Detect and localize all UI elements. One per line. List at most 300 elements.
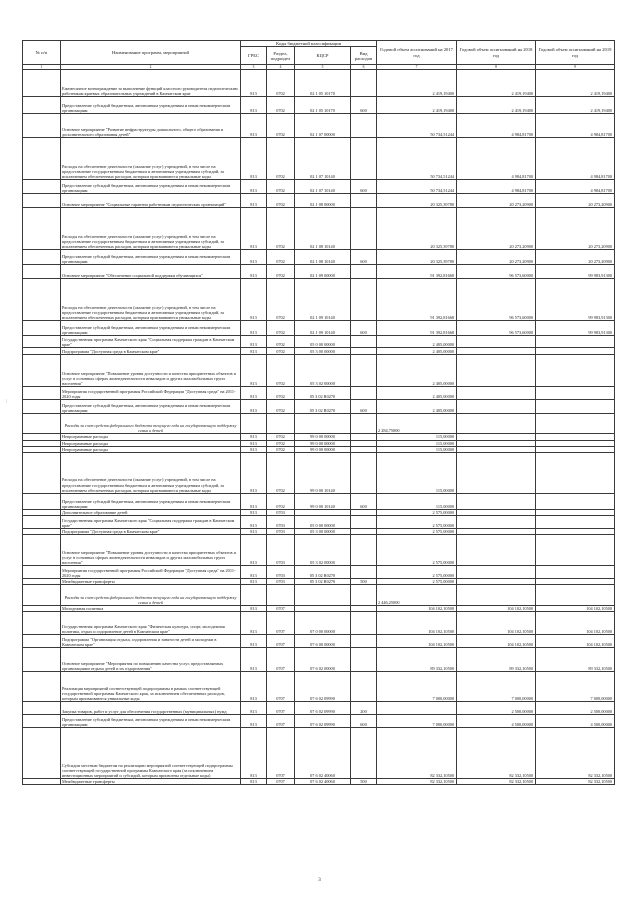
row-grbs: 813 bbox=[241, 70, 267, 97]
row-razdel: 0702 bbox=[267, 446, 295, 452]
row-amount-2018: 82 332,10500 bbox=[457, 728, 536, 779]
row-razdel: 0703 bbox=[267, 565, 295, 578]
row-number bbox=[23, 648, 61, 672]
row-number bbox=[23, 97, 61, 114]
row-amount-2018: 4 500,00000 bbox=[457, 715, 536, 728]
row-vid: 600 bbox=[351, 400, 377, 414]
row-number bbox=[23, 715, 61, 728]
row-grbs: 813 bbox=[241, 578, 267, 584]
row-amount-2019 bbox=[536, 348, 615, 355]
row-amount-2018 bbox=[457, 452, 536, 493]
table-note-row bbox=[23, 414, 615, 434]
row-amount-2019: 99 983,91300 bbox=[536, 265, 615, 279]
row-grbs: 813 bbox=[241, 138, 267, 180]
row-name: Подпрограмма "Доступная среда в Камчатском крае" bbox=[61, 528, 241, 534]
row-amount-2019: 2 419,19400 bbox=[536, 97, 615, 114]
row-amount-2019: 99 983,91300 bbox=[536, 321, 615, 336]
row-razdel: 0707 bbox=[267, 612, 295, 635]
row-number bbox=[23, 534, 61, 565]
row-vid bbox=[351, 635, 377, 648]
row-grbs: 813 bbox=[241, 635, 267, 648]
row-amount-2017: 2 419,19400 bbox=[377, 70, 457, 97]
row-amount-2017: 7 000,00000 bbox=[377, 715, 457, 728]
row-vid bbox=[351, 194, 377, 208]
row-ksr: 07 6 02 09990 bbox=[295, 672, 351, 702]
row-name: Основное мероприятие "Обеспечение социальной поддержки обучающихся" bbox=[61, 265, 241, 279]
row-name: Молодежная политика bbox=[61, 605, 241, 611]
row-name: Межбюджетные трансферты bbox=[61, 578, 241, 584]
row-grbs: 813 bbox=[241, 509, 267, 515]
row-amount-2017: 50 734,51244 bbox=[377, 138, 457, 180]
header-num: № п/п bbox=[23, 41, 61, 65]
row-amount-2019: 104 102,10500 bbox=[536, 605, 615, 611]
row-number bbox=[23, 584, 61, 605]
row-number bbox=[23, 194, 61, 208]
row-name: Предоставление субсидий бюджетным, автономным учреждениям и иным некоммерческим организациям bbox=[61, 180, 241, 194]
row-amount-2018: 2 500,00000 bbox=[457, 702, 536, 715]
row-name: Предоставление субсидий бюджетным, автономным учреждениям и иным некоммерческим организациям bbox=[61, 321, 241, 336]
row-amount-2017: 2 575,00000 bbox=[377, 528, 457, 534]
row-razdel: 0707 bbox=[267, 715, 295, 728]
row-amount-2018: 104 102,10500 bbox=[457, 605, 536, 611]
row-razdel: 0703 bbox=[267, 509, 295, 515]
header-vid: Вид расходов bbox=[351, 47, 377, 65]
row-grbs: 813 bbox=[241, 194, 267, 208]
row-grbs: 813 bbox=[241, 534, 267, 565]
row-razdel: 0702 bbox=[267, 434, 295, 440]
column-number: 6 bbox=[351, 65, 377, 70]
header-codes-group: Коды бюджетной классификации bbox=[241, 41, 377, 47]
row-amount-2019 bbox=[536, 400, 615, 414]
row-amount-2017: 2 405,00000 bbox=[377, 336, 457, 348]
row-amount-2017: 2 446,25000 bbox=[377, 584, 457, 605]
row-grbs: 813 bbox=[241, 446, 267, 452]
row-name: Реализация мероприятий соответствующей подпрограммы в рамках соответствующей государственной программы Камчатского края, за исключением обеспеченных расходов, которым присваиваются уникальные коды bbox=[61, 672, 241, 702]
row-amount-2017 bbox=[377, 702, 457, 715]
row-amount-2018 bbox=[457, 336, 536, 348]
row-razdel: 0707 bbox=[267, 672, 295, 702]
row-grbs: 813 bbox=[241, 440, 267, 446]
row-number bbox=[23, 387, 61, 400]
row-vid bbox=[351, 565, 377, 578]
row-name: Основное мероприятие "Социальные гарантии работникам педагогических организаций" bbox=[61, 194, 241, 208]
row-number bbox=[23, 400, 61, 414]
row-amount-2017: 115,00000 bbox=[377, 452, 457, 493]
row-number bbox=[23, 348, 61, 355]
row-vid bbox=[351, 138, 377, 180]
table-row bbox=[23, 648, 615, 672]
row-grbs: 813 bbox=[241, 208, 267, 250]
table-row bbox=[23, 493, 615, 509]
row-amount-2017: 50 734,51244 bbox=[377, 114, 457, 138]
row-amount-2018: 104 102,10500 bbox=[457, 612, 536, 635]
row-razdel: 0702 bbox=[267, 279, 295, 321]
row-amount-2017: 2 405,00000 bbox=[377, 348, 457, 355]
row-number bbox=[23, 250, 61, 265]
table-row bbox=[23, 180, 615, 194]
row-name: Основное мероприятие "Повышение уровня доступности и качества приоритетных объектов и услуг в основных сферах жизнедеятельности инвалидов и других маломобильных групп населения" bbox=[61, 355, 241, 387]
row-razdel: 0702 bbox=[267, 452, 295, 493]
row-vid: 600 bbox=[351, 321, 377, 336]
row-ksr: 02 1 09 10140 bbox=[295, 279, 351, 321]
row-razdel: 0702 bbox=[267, 265, 295, 279]
row-razdel: 0702 bbox=[267, 97, 295, 114]
row-grbs: 813 bbox=[241, 452, 267, 493]
column-number: 8 bbox=[457, 65, 536, 70]
row-number bbox=[23, 635, 61, 648]
row-amount-2019: 99 983,91300 bbox=[536, 279, 615, 321]
row-amount-2018 bbox=[457, 493, 536, 509]
row-grbs: 813 bbox=[241, 336, 267, 348]
table-row bbox=[23, 515, 615, 528]
row-ksr bbox=[295, 414, 351, 434]
row-number bbox=[23, 493, 61, 509]
row-amount-2017: 115,00000 bbox=[377, 434, 457, 440]
row-amount-2017: 20 325,39780 bbox=[377, 208, 457, 250]
row-grbs bbox=[241, 414, 267, 434]
table-row bbox=[23, 336, 615, 348]
row-ksr: 02 1 05 10170 bbox=[295, 70, 351, 97]
header-grbs: ГРБС bbox=[241, 47, 267, 65]
row-vid bbox=[351, 336, 377, 348]
page-number: 3 bbox=[318, 878, 321, 883]
row-ksr: 99 0 00 00000 bbox=[295, 440, 351, 446]
row-vid: 500 bbox=[351, 578, 377, 584]
row-razdel: 0707 bbox=[267, 779, 295, 785]
row-number bbox=[23, 414, 61, 434]
row-amount-2018: 7 000,00000 bbox=[457, 672, 536, 702]
row-name: Подпрограмма "Доступная среда в Камчатском крае" bbox=[61, 348, 241, 355]
row-amount-2019: 20 273,20900 bbox=[536, 250, 615, 265]
row-name: Расходы на обеспечение деятельности (оказание услуг) учреждений, в том числе на предоставление государственным бюджетным и автономным учреждениям субсидий, за исключением обеспеченных расходов, которым присваиваются уникальные коды bbox=[61, 138, 241, 180]
row-amount-2017: 115,00000 bbox=[377, 493, 457, 509]
row-amount-2017: 20 325,39780 bbox=[377, 250, 457, 265]
row-amount-2018: 96 573,60000 bbox=[457, 265, 536, 279]
row-ksr: 02 1 07 00000 bbox=[295, 114, 351, 138]
row-ksr: 05 3 02 R0270 bbox=[295, 578, 351, 584]
table-row bbox=[23, 250, 615, 265]
row-amount-2017: 91 392,81668 bbox=[377, 265, 457, 279]
row-ksr: 02 1 09 10140 bbox=[295, 321, 351, 336]
header-ksr: КЦСР bbox=[295, 47, 351, 65]
row-number bbox=[23, 114, 61, 138]
row-amount-2019: 2 500,00000 bbox=[536, 702, 615, 715]
table-row bbox=[23, 138, 615, 180]
row-grbs: 813 bbox=[241, 515, 267, 528]
row-name: Государственная программа Камчатского края "Социальная поддержка граждан в Камчатском крае" bbox=[61, 515, 241, 528]
header-name: Наименование программ, мероприятий bbox=[61, 41, 241, 65]
row-ksr: 05 3 02 R0270 bbox=[295, 400, 351, 414]
row-name: Предоставление субсидий бюджетным, автономным учреждениям и иным некоммерческим организациям bbox=[61, 400, 241, 414]
row-razdel: 0702 bbox=[267, 321, 295, 336]
row-grbs: 813 bbox=[241, 400, 267, 414]
row-name: Государственная программа Камчатского края "Физическая культура, спорт, молодежная политика, отдых и оздоровление детей в Камчатском крае" bbox=[61, 612, 241, 635]
row-vid bbox=[351, 348, 377, 355]
row-amount-2017: 2 575,00000 bbox=[377, 534, 457, 565]
row-number bbox=[23, 321, 61, 336]
row-amount-2018: 104 102,10500 bbox=[457, 635, 536, 648]
row-amount-2017: 104 102,10500 bbox=[377, 605, 457, 611]
header-razdel: Раздел, подраздел bbox=[267, 47, 295, 65]
row-ksr: 07 6 02 09990 bbox=[295, 702, 351, 715]
row-amount-2019: 104 102,10500 bbox=[536, 635, 615, 648]
row-name: Основное мероприятие "Мероприятия по повышению качества услуг, предоставляемых организациями отдыха детей и их оздоровления" bbox=[61, 648, 241, 672]
row-amount-2018: 89 332,10500 bbox=[457, 648, 536, 672]
row-number bbox=[23, 336, 61, 348]
row-amount-2018: 20 273,20900 bbox=[457, 194, 536, 208]
row-vid: 600 bbox=[351, 180, 377, 194]
column-number: 4 bbox=[267, 65, 295, 70]
row-razdel: 0702 bbox=[267, 250, 295, 265]
row-vid bbox=[351, 265, 377, 279]
row-ksr: 05 3 02 00000 bbox=[295, 534, 351, 565]
row-ksr: 02 1 08 10140 bbox=[295, 208, 351, 250]
table-row bbox=[23, 265, 615, 279]
row-amount-2018: 4 984,81700 bbox=[457, 114, 536, 138]
row-amount-2019: 20 273,20900 bbox=[536, 208, 615, 250]
row-razdel: 0702 bbox=[267, 348, 295, 355]
row-ksr: 05 3 02 00000 bbox=[295, 355, 351, 387]
column-number: 7 bbox=[377, 65, 457, 70]
row-razdel: 0703 bbox=[267, 578, 295, 584]
row-grbs: 813 bbox=[241, 672, 267, 702]
row-amount-2017: 2 575,00000 bbox=[377, 565, 457, 578]
row-vid bbox=[351, 728, 377, 779]
row-amount-2017: 2 405,00000 bbox=[377, 355, 457, 387]
row-amount-2018: 2 419,19400 bbox=[457, 97, 536, 114]
row-razdel: 0702 bbox=[267, 194, 295, 208]
row-amount-2017: 91 392,81668 bbox=[377, 279, 457, 321]
column-number: 3 bbox=[241, 65, 267, 70]
budget-table bbox=[22, 40, 615, 785]
row-name: Закупка товаров, работ и услуг для обеспечения государственных (муниципальных) нужд bbox=[61, 702, 241, 715]
row-amount-2019: 7 000,00000 bbox=[536, 672, 615, 702]
row-amount-2017: 50 734,51244 bbox=[377, 180, 457, 194]
row-grbs: 813 bbox=[241, 434, 267, 440]
row-vid bbox=[351, 452, 377, 493]
row-ksr: 02 1 09 00000 bbox=[295, 265, 351, 279]
row-number bbox=[23, 515, 61, 528]
row-ksr: 05 3 02 R0270 bbox=[295, 565, 351, 578]
row-name: Предоставление субсидий бюджетным, автономным учреждениям и иным некоммерческим организациям bbox=[61, 250, 241, 265]
row-amount-2019 bbox=[536, 534, 615, 565]
row-amount-2019 bbox=[536, 414, 615, 434]
row-grbs: 813 bbox=[241, 180, 267, 194]
row-amount-2018 bbox=[457, 515, 536, 528]
table-row bbox=[23, 534, 615, 565]
table-row bbox=[23, 779, 615, 785]
row-razdel: 0703 bbox=[267, 534, 295, 565]
row-amount-2017: 2 575,00000 bbox=[377, 515, 457, 528]
row-amount-2019: 104 102,10500 bbox=[536, 612, 615, 635]
row-vid: 600 bbox=[351, 250, 377, 265]
row-grbs: 813 bbox=[241, 702, 267, 715]
row-vid bbox=[351, 584, 377, 605]
table-row bbox=[23, 635, 615, 648]
row-vid bbox=[351, 612, 377, 635]
table-row bbox=[23, 728, 615, 779]
row-grbs: 813 bbox=[241, 97, 267, 114]
row-amount-2017: 2 575,00000 bbox=[377, 578, 457, 584]
table-row bbox=[23, 702, 615, 715]
row-number bbox=[23, 355, 61, 387]
row-ksr: 07 0 00 00000 bbox=[295, 612, 351, 635]
table-row bbox=[23, 400, 615, 414]
row-amount-2019: 82 332,10500 bbox=[536, 779, 615, 785]
row-amount-2019 bbox=[536, 387, 615, 400]
row-vid bbox=[351, 534, 377, 565]
row-ksr bbox=[295, 584, 351, 605]
row-razdel: 0702 bbox=[267, 387, 295, 400]
row-amount-2018: 20 273,20900 bbox=[457, 250, 536, 265]
row-razdel: 0702 bbox=[267, 208, 295, 250]
row-name: Основное мероприятие "Повышение уровня доступности и качества приоритетных объектов и услуг в основных сферах жизнедеятельности инвалидов и других маломобильных групп населения" bbox=[61, 534, 241, 565]
row-ksr: 02 1 08 10140 bbox=[295, 250, 351, 265]
row-amount-2017: 82 332,10500 bbox=[377, 779, 457, 785]
row-razdel: 0702 bbox=[267, 355, 295, 387]
row-grbs: 813 bbox=[241, 265, 267, 279]
row-name: Предоставление субсидий бюджетным, автономным учреждениям и иным некоммерческим организациям bbox=[61, 493, 241, 509]
row-amount-2019 bbox=[536, 336, 615, 348]
row-amount-2017: 89 332,10500 bbox=[377, 648, 457, 672]
table-row bbox=[23, 279, 615, 321]
table-row bbox=[23, 387, 615, 400]
row-grbs: 813 bbox=[241, 279, 267, 321]
column-number: 2 bbox=[61, 65, 241, 70]
row-amount-2018: 2 419,19400 bbox=[457, 70, 536, 97]
row-amount-2019: 4 984,81700 bbox=[536, 180, 615, 194]
table-row bbox=[23, 321, 615, 336]
table-note-row bbox=[23, 584, 615, 605]
row-ksr: 05 0 00 00000 bbox=[295, 515, 351, 528]
table-row bbox=[23, 672, 615, 702]
header-year-2018: Годовой объем ассигнований на 2018 год bbox=[457, 41, 536, 65]
row-ksr: 07 6 02 40060 bbox=[295, 779, 351, 785]
row-name: Ежемесячное вознаграждение за выполнение функций классного руководителя педагогическим работникам краевых образовательных учреждений в Камчатском крае bbox=[61, 70, 241, 97]
row-vid bbox=[351, 70, 377, 97]
row-vid: 600 bbox=[351, 97, 377, 114]
table-row bbox=[23, 208, 615, 250]
row-razdel: 0702 bbox=[267, 493, 295, 509]
row-amount-2017: 91 392,81668 bbox=[377, 321, 457, 336]
row-grbs: 813 bbox=[241, 528, 267, 534]
table-row bbox=[23, 715, 615, 728]
row-amount-2019 bbox=[536, 515, 615, 528]
row-number bbox=[23, 702, 61, 715]
row-name: Основное мероприятие "Развитие инфраструктуры дошкольного, общего образования и дополнительного образования детей" bbox=[61, 114, 241, 138]
row-amount-2019: 4 500,00000 bbox=[536, 715, 615, 728]
row-vid: 600 bbox=[351, 493, 377, 509]
row-name: Межбюджетные трансферты bbox=[61, 779, 241, 785]
row-amount-2018 bbox=[457, 565, 536, 578]
row-razdel: 0707 bbox=[267, 702, 295, 715]
table-row bbox=[23, 194, 615, 208]
row-grbs: 813 bbox=[241, 612, 267, 635]
row-vid: 500 bbox=[351, 779, 377, 785]
table-row bbox=[23, 612, 615, 635]
row-name: Расходы на обеспечение деятельности (оказание услуг) учреждений, в том числе на предоставление государственным бюджетным и автономным учреждениям субсидий, за исключением обеспеченных расходов, которым присваиваются уникальные коды bbox=[61, 208, 241, 250]
row-grbs: 813 bbox=[241, 565, 267, 578]
row-razdel: 0702 bbox=[267, 70, 295, 97]
row-ksr: 02 1 05 10170 bbox=[295, 97, 351, 114]
row-number bbox=[23, 138, 61, 180]
row-number bbox=[23, 265, 61, 279]
row-name: Расходы за счет средств федерального бюджета текущего года на государственную поддержку семьи и детей bbox=[61, 584, 241, 605]
row-vid: 600 bbox=[351, 715, 377, 728]
row-grbs: 813 bbox=[241, 605, 267, 611]
row-grbs: 813 bbox=[241, 355, 267, 387]
row-ksr: 99 0 00 00000 bbox=[295, 446, 351, 452]
row-name: Предоставление субсидий бюджетным, автономным учреждениям и иным некоммерческим организациям bbox=[61, 97, 241, 114]
row-ksr: 05 3 00 00000 bbox=[295, 348, 351, 355]
row-vid bbox=[351, 414, 377, 434]
row-amount-2017: 104 102,10500 bbox=[377, 612, 457, 635]
row-amount-2018 bbox=[457, 355, 536, 387]
row-ksr: 05 0 00 00000 bbox=[295, 336, 351, 348]
row-amount-2017: 104 102,10500 bbox=[377, 635, 457, 648]
row-amount-2018 bbox=[457, 584, 536, 605]
row-name: Подпрограмма "Организация отдыха, оздоровления и занятости детей и молодежи в Камчатском крае" bbox=[61, 635, 241, 648]
row-grbs: 813 bbox=[241, 779, 267, 785]
row-number bbox=[23, 180, 61, 194]
row-vid bbox=[351, 355, 377, 387]
row-ksr: 02 1 07 10140 bbox=[295, 138, 351, 180]
row-number bbox=[23, 612, 61, 635]
row-ksr: 05 3 00 00000 bbox=[295, 528, 351, 534]
row-grbs: 813 bbox=[241, 348, 267, 355]
row-grbs: 813 bbox=[241, 321, 267, 336]
row-amount-2018 bbox=[457, 534, 536, 565]
row-ksr: 05 3 02 R0270 bbox=[295, 387, 351, 400]
row-number bbox=[23, 279, 61, 321]
header-year-2017: Годовой объем ассигнований на 2017 год bbox=[377, 41, 457, 65]
row-name: Мероприятия государственной программы Российской Федерации "Доступная среда" на 2011-2020 годы bbox=[61, 387, 241, 400]
row-number bbox=[23, 452, 61, 493]
binding-mark: ⁞ bbox=[6, 400, 8, 405]
row-amount-2017: 2 284,75000 bbox=[377, 414, 457, 434]
row-name: Государственная программа Камчатского края "Социальная поддержка граждан в Камчатском крае" bbox=[61, 336, 241, 348]
row-amount-2019: 82 332,10500 bbox=[536, 728, 615, 779]
row-vid bbox=[351, 114, 377, 138]
row-name: Непрограммные расходы bbox=[61, 440, 241, 446]
row-razdel: 0707 bbox=[267, 728, 295, 779]
row-ksr: 99 0 00 10140 bbox=[295, 493, 351, 509]
row-ksr: 07 6 02 00000 bbox=[295, 648, 351, 672]
row-amount-2018 bbox=[457, 400, 536, 414]
row-amount-2018: 82 332,10500 bbox=[457, 779, 536, 785]
row-grbs: 813 bbox=[241, 493, 267, 509]
row-grbs: 813 bbox=[241, 387, 267, 400]
row-vid bbox=[351, 515, 377, 528]
row-amount-2017: 115,00000 bbox=[377, 446, 457, 452]
row-amount-2019 bbox=[536, 493, 615, 509]
row-amount-2017: 20 325,39780 bbox=[377, 194, 457, 208]
row-amount-2019: 89 332,10500 bbox=[536, 648, 615, 672]
table-row bbox=[23, 348, 615, 355]
row-name: Непрограммные расходы bbox=[61, 434, 241, 440]
row-number bbox=[23, 565, 61, 578]
row-razdel: 0702 bbox=[267, 336, 295, 348]
row-vid bbox=[351, 279, 377, 321]
row-amount-2019: 2 419,19400 bbox=[536, 70, 615, 97]
row-razdel: 0707 bbox=[267, 605, 295, 611]
row-amount-2017: 2 419,19400 bbox=[377, 97, 457, 114]
table-row bbox=[23, 70, 615, 97]
row-amount-2019 bbox=[536, 565, 615, 578]
row-grbs: 813 bbox=[241, 114, 267, 138]
row-razdel: 0702 bbox=[267, 440, 295, 446]
table-row bbox=[23, 97, 615, 114]
